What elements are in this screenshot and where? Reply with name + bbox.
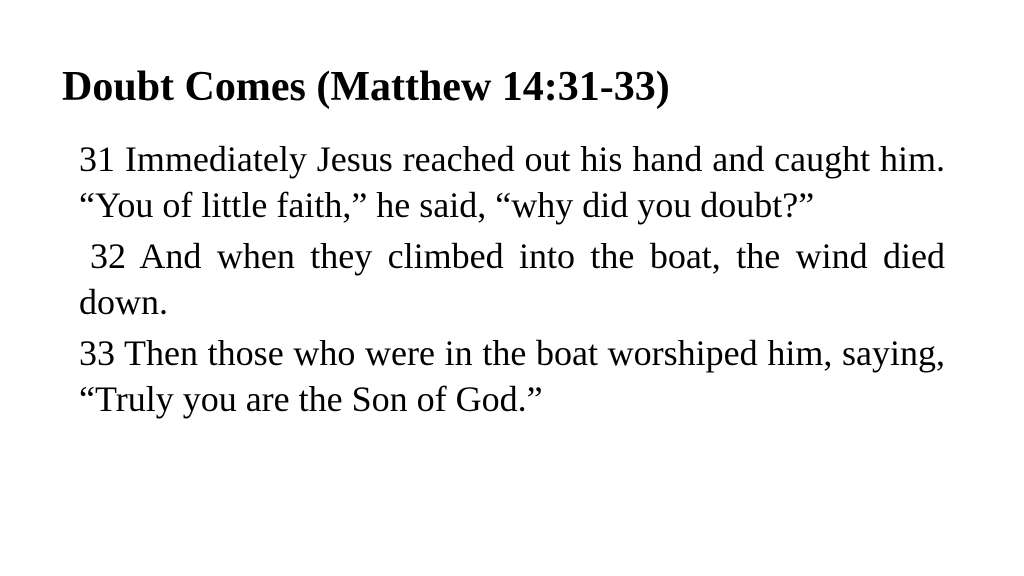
verse-31: 31 Immediately Jesus reached out his hand and caught him. “You of little faith,” he said, “why did you doubt?”: [79, 139, 945, 225]
verse-33: 33 Then those who were in the boat worshiped him, saying, “Truly you are the Son of God.”: [79, 333, 945, 419]
slide-title: Doubt Comes (Matthew 14:31-33): [62, 64, 670, 110]
verse-32: 32 And when they climbed into the boat, the wind died down.: [79, 236, 945, 322]
slide-body: [79, 136, 945, 427]
